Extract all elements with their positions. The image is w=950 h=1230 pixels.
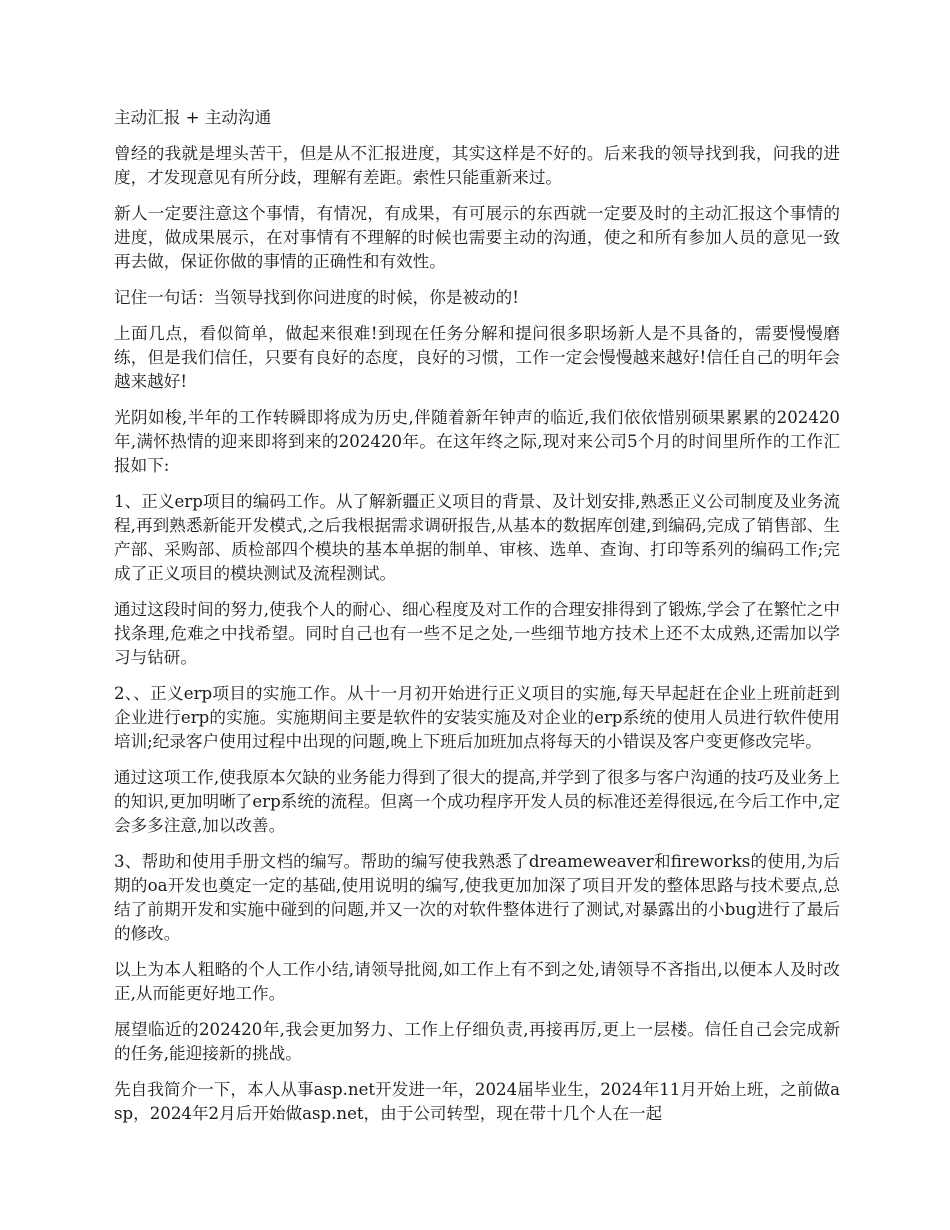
paragraph: 1、正义erp项目的编码工作。从了解新疆正义项目的背景、及计划安排,熟悉正义公司制度及业务流程,再到熟悉新能开发模式,之后我根据需求调研报告,从基本的数据库创建,到编码,完成了销售部、生产部、采购部、质检部四个模块的基本单据的制单、审核、选单、查询、打印等系列的编码工作;完成了正义项目的模块测试及流程测试。 xyxy=(114,492,840,583)
paragraph: 先自我简介一下，本人从事asp.net开发进一年，2024届毕业生，2024年11月开始上班，之前做asp，2024年2月后开始做asp.net，由于公司转型，现在带十几个人在一起 xyxy=(114,1080,840,1123)
document-body xyxy=(114,106,840,1138)
paragraph: 展望临近的202420年,我会更加努力、工作上仔细负责,再接再厉,更上一层楼。信任自己会完成新的任务,能迎接新的挑战。 xyxy=(114,1020,840,1063)
paragraph: 2、、正义erp项目的实施工作。从十一月初开始进行正义项目的实施,每天早起赶在企业上班前赶到企业进行erp的实施。实施期间主要是软件的安装实施及对企业的erp系统的使用人员进行软件使用培训;纪录客户使用过程中出现的问题,晚上下班后加班加点将每天的小错误及客户变更修改完毕。 xyxy=(114,684,840,751)
paragraph: 光阴如梭,半年的工作转瞬即将成为历史,伴随着新年钟声的临近,我们依依惜别硕果累累的202420年,满怀热情的迎来即将到来的202420年。在这年终之际,现对来公司5个月的时间里所作的工作汇报如下: xyxy=(114,408,840,475)
paragraph: 曾经的我就是埋头苦干，但是从不汇报进度，其实这样是不好的。后来我的领导找到我，问我的进度，才发现意见有所分歧，理解有差距。索性只能重新来过。 xyxy=(114,144,840,187)
paragraph: 以上为本人粗略的个人工作小结,请领导批阅,如工作上有不到之处,请领导不吝指出,以便本人及时改正,从而能更好地工作。 xyxy=(114,960,840,1003)
paragraph: 新人一定要注意这个事情，有情况，有成果，有可展示的东西就一定要及时的主动汇报这个事情的进度，做成果展示，在对事情有不理解的时候也需要主动的沟通，使之和所有参加人员的意见一致再去做，保证你做的事情的正确性和有效性。 xyxy=(114,204,840,271)
paragraph: 上面几点，看似简单，做起来很难!到现在任务分解和提问很多职场新人是不具备的，需要慢慢磨练，但是我们信任，只要有良好的态度，良好的习惯，工作一定会慢慢越来越好!信任自己的明年会越来越好! xyxy=(114,324,840,391)
paragraph: 通过这段时间的努力,使我个人的耐心、细心程度及对工作的合理安排得到了锻炼,学会了在繁忙之中找条理,危难之中找希望。同时自己也有一些不足之处,一些细节地方技术上还不太成熟,还需加以学习与钻研。 xyxy=(114,600,840,667)
paragraph: 记住一句话：当领导找到你问进度的时候，你是被动的! xyxy=(114,288,519,307)
paragraph: 通过这项工作,使我原本欠缺的业务能力得到了很大的提高,并学到了很多与客户沟通的技巧及业务上的知识,更加明晰了erp系统的流程。但离一个成功程序开发人员的标准还差得很远,在今后工作中,定会多多注意,加以改善。 xyxy=(114,768,840,835)
paragraph: 3、帮助和使用手册文档的编写。帮助的编写使我熟悉了dreameweaver和fireworks的使用,为后期的oa开发也奠定一定的基础,使用说明的编写,使我更加加深了项目开发的整体思路与技术要点,总结了前期开发和实施中碰到的问题,并又一次的对软件整体进行了测试,对暴露出的小bug进行了最后的修改。 xyxy=(114,852,840,943)
section-heading: 主动汇报 + 主动沟通 xyxy=(114,108,272,127)
